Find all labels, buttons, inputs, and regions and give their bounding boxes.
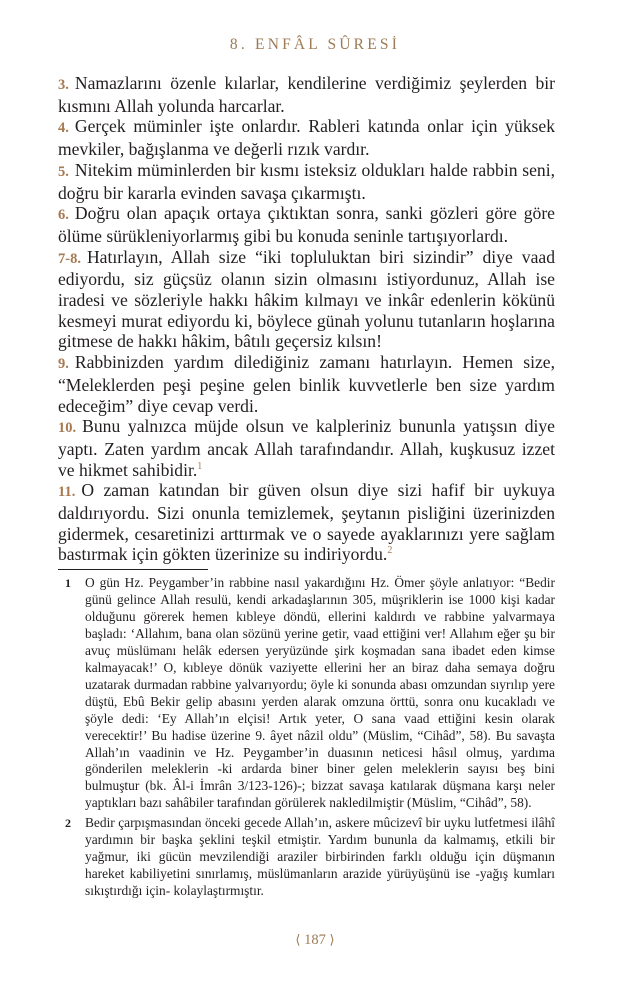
verse-text: Doğru olan apaçık ortaya çıktıktan sonra, sanki gözleri göre göre ölüme sürükleniyorlarmış gibi bu konuda seninle tartışıyorlardı. <box>58 203 555 246</box>
verse-number: 9. <box>58 356 69 373</box>
page-number: 187 <box>304 932 326 948</box>
running-header: 8. ENFÂL SÛRESİ <box>229 36 401 53</box>
verse <box>58 160 555 203</box>
verse-text-block <box>58 73 555 565</box>
verse-number: 11. <box>58 484 76 501</box>
footnote <box>58 815 555 900</box>
verse-number: 6. <box>58 207 69 224</box>
verse-number: 7-8. <box>58 250 81 267</box>
footnote-reference[interactable]: 1 <box>197 460 203 472</box>
ornament-left-icon: ⟨ <box>295 932 301 947</box>
verse-number: 5. <box>58 163 69 180</box>
verse <box>58 480 555 565</box>
verse-number: 3. <box>58 77 69 93</box>
footnote-reference[interactable]: 2 <box>387 545 393 557</box>
verse-text: O zaman katından bir güven olsun diye sizi hafif bir uykuya daldırıyordu. Sizi onunla temizlemek, şeytanın pisliğini üzerinizden gidermek, cesaretinizi arttırmak ve o sayede ayaklarınızı yere sağlam bastırmak için gökten üzerinize su indiriyordu. <box>58 480 555 565</box>
verse-text: Namazlarını özenle kılarlar, kendilerine verdiğimiz şeylerden bir kısmını Allah yolunda harcarlar. <box>58 73 555 116</box>
footnote-text: Bedir çarpışmasından önceki gecede Allah’ın, askere mûcizevî bir uyku lutfetmesi ilâhî yardımın bir başka şeklini teşkil etmiştir. Yardım bununla da kalmamış, etkili bir yağmur, iki gücün mevzilendiği araziler birbirinden farklı olduğu için düşmanın hareket kabiliyetini sınırlamış, müslümanların arazide yürüyüşünü ise -yağış kumları sıkıştırdığı için- kolaylaştırmıştır. <box>85 815 555 899</box>
footnote-divider <box>58 569 208 570</box>
verse-text: Rabbinizden yardım dilediğiniz zamanı hatırlayın. Hemen size, “Meleklerden peşi peşine gelen binlik kuvvetlerle ben size yardım edeceğim” diye cevap verdi. <box>58 352 555 416</box>
verse-text: Gerçek müminler işte onlardır. Rableri katında onlar için yüksek mevkiler, bağışlanma ve değerli rızık vardır. <box>58 116 555 160</box>
footnote-number: 2 <box>65 816 71 831</box>
verse <box>58 73 555 116</box>
verse-text: Bunu yalnızca müjde olsun ve kalpleriniz bununla yatışsın diye yaptı. Zaten yardım ancak Allah tarafındandır. Allah, kuşkusuz izzet ve hikmet sahibidir. <box>58 416 555 480</box>
footnote-number: 1 <box>65 576 71 590</box>
footnote <box>58 575 555 812</box>
page-number-footer <box>0 932 630 949</box>
verse <box>58 416 555 480</box>
verse-text: Hatırlayın, Allah size “iki topluluktan biri sizindir” diye vaad ediyordu, siz güçsüz olanın sizin olmasını istiyordunuz, Allah ise iradesi ve sözleriyle hakkı hâkim kılmayı ve inkâr edenlerin kökünü kesmeyi murat ediyordu ki, böylece günah yolunu tutanların hoşlarına gitmese de hakkı hâkim, bâtılı geçersiz kılsın! <box>58 246 555 352</box>
verse <box>58 203 555 246</box>
verse-number: 10. <box>58 420 77 437</box>
verse-text: Nitekim müminlerden bir kısmı isteksiz oldukları halde rabbin seni, doğru bir kararla evinden savaşa çıkarmıştı. <box>58 159 555 203</box>
verse <box>58 116 555 159</box>
verse <box>58 247 555 353</box>
footnotes-block <box>58 575 555 903</box>
verse <box>58 352 555 416</box>
ornament-right-icon: ⟩ <box>329 932 335 947</box>
footnote-text: O gün Hz. Peygamber’in rabbine nasıl yakardığını Hz. Ömer şöyle anlatıyor: “Bedir günü gelince Allah resulü, kendi arkadaşlarının 305, müşriklerin ise 1000 kişi kadar olduğunu görerek hemen kıbleye döndü, ellerini kaldırdı ve rabbine yalvarmaya başladı: ‘Allahım, bana olan sözünü yerine getir, vaad ettiğini ver! Allahım eğer şu bir avuç müslümanı helâk edersen yeryüzünde şirk koşmadan sana ibadet eden kimse kalmayacak!’ O, kıbleye dönük vaziyette ellerini her an biraz daha semaya doğru uzatarak durmadan rabbine yalvarıyordu; öyle ki sonunda abası omzundan sıyrılıp yere düştü, Ebû Bekir gelip abasını yerden alarak omzuna örttü, sonra onu kucakladı ve şöyle dedi: ‘Ey Allah’ın elçisi! Artık yeter, O sana vaad ettiğini kesin olarak verecektir!’ Bu hadise üzerine 9. âyet nâzil oldu” (Müslim, “Cihâd”, 58). Bu savaşta Allah’ın vaadinin ve Hz. Peygamber’in duasının neticesi hâsıl olmuş, yardıma gönderilen meleklerin -ki ardarda biner biner gelen meleklerin sayısı beş bini bulmuştur (bk. Âl-i İmrân 3/123-126)-; bizzat savaşa katılarak düşmana karşı neler yaptıkları bazı sahâbiler tarafından görülerek nakledilmiştir (Müslim, “Cihâd”, 58). <box>85 575 555 811</box>
verse-number: 4. <box>58 120 69 137</box>
